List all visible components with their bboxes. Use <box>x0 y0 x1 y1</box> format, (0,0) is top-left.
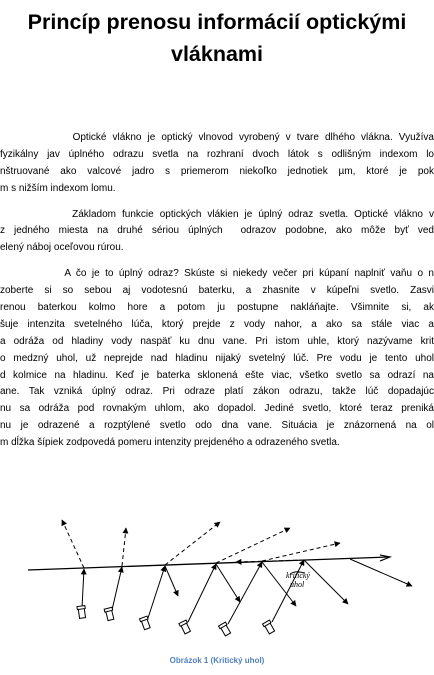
flashlight-icon <box>140 616 152 630</box>
flashlight-icon <box>179 620 191 634</box>
paragraph-line: a odráža od hladiny vody naspäť ku dnu vane. Pri istom uhle, ktorý nazývame krit <box>0 335 434 347</box>
critical-angle-label-line-2: uhol <box>290 580 305 589</box>
paragraph-line: nštruované ako valcové jadro s priemerom niekoľko jednotiek µm, ktoré je pok <box>0 165 434 177</box>
flashlight-icon <box>104 607 115 621</box>
surface-arrow <box>380 555 390 561</box>
paragraph-line: fyzikálny jav úplného odrazu svetla na rozhraní dvoch látok s odlišným indexom lo <box>0 148 434 160</box>
paragraph-line: Optické vlákno je optický vlnovod vyrobený v tvare dlhého vlákna. Využíva <box>0 132 434 143</box>
paragraph-line: zoberte si so sebou aj vodotesnú baterku, a zhasnite v kúpeľni svetlo. Zasvi <box>0 285 434 297</box>
paragraph-line: o medzný uhol, už neprejde nad hladinu nijaký svetelný lúč. Pre vodu je tento uhol <box>0 352 434 364</box>
water-surface-line <box>28 557 388 570</box>
paragraph-line: z jedného miesta na druhé sériou úplných odrazov podobne, ako môže byť ved <box>0 225 434 237</box>
figure-caption: Obrázok 1 (Kritický uhol) <box>169 656 265 665</box>
flashlight-icon <box>219 622 232 636</box>
paragraph-line: ane. Tak vzniká úplný odraz. Pri odraze platí zákon odrazu, takže lúč dopadajúc <box>0 386 434 398</box>
paragraph-line: nu sa odráža pod rovnakým uhlom, ako dopadol. Jediné svetlo, ktoré teraz preniká <box>0 403 434 415</box>
paragraph-line: d kolmice na hladinu. Keď je baterka sklonená ešte viac, všetko svetlo sa odrazí na <box>0 369 434 381</box>
page-title <box>0 6 434 70</box>
page-title-line-1: Princíp prenosu informácií optickými <box>27 10 407 34</box>
paragraph-3 <box>0 266 434 452</box>
flashlights <box>77 606 276 637</box>
paragraph-line: nu je odrazené a rozptýlené svetlo odo dna vane. Situácia je znázornená na ol <box>0 420 434 432</box>
paragraph-line: šuje intenzita svetelného lúča, ktorý prejde z vody nahor, a ako sa stále viac a <box>0 318 434 330</box>
paragraph-line: m s nižším indexom lomu. <box>0 182 116 194</box>
paragraph-line: A čo je to úplný odraz? Skúste si niekedy večer pri kúpaní naplniť vaňu o n <box>0 268 434 280</box>
paragraph-line: elený náboj oceľovou rúrou. <box>0 242 124 254</box>
paragraph-line: Základom funkcie optických vlákien je úplný odraz svetla. Optické vlákno v <box>0 208 434 220</box>
critical-angle-diagram <box>0 518 434 650</box>
flashlight-icon <box>77 606 87 619</box>
critical-angle-label-line-1: kritický <box>286 571 310 580</box>
flashlight-icon <box>263 620 276 634</box>
paragraph-line: renou baterkou kolmo hore a potom ju postupne nakláňajte. Všimnite si, ak <box>0 302 434 314</box>
body-text <box>0 130 434 452</box>
incident-beams <box>82 560 304 624</box>
paragraph-2 <box>0 207 434 258</box>
page-title-line-2: vláknami <box>170 42 264 66</box>
paragraph-line: m dĺžka šípiek zodpovedá pomeru intenzity prejdeného a odrazeného svetla. <box>0 437 340 449</box>
reflected-beams <box>165 559 412 606</box>
paragraph-1 <box>0 130 434 198</box>
